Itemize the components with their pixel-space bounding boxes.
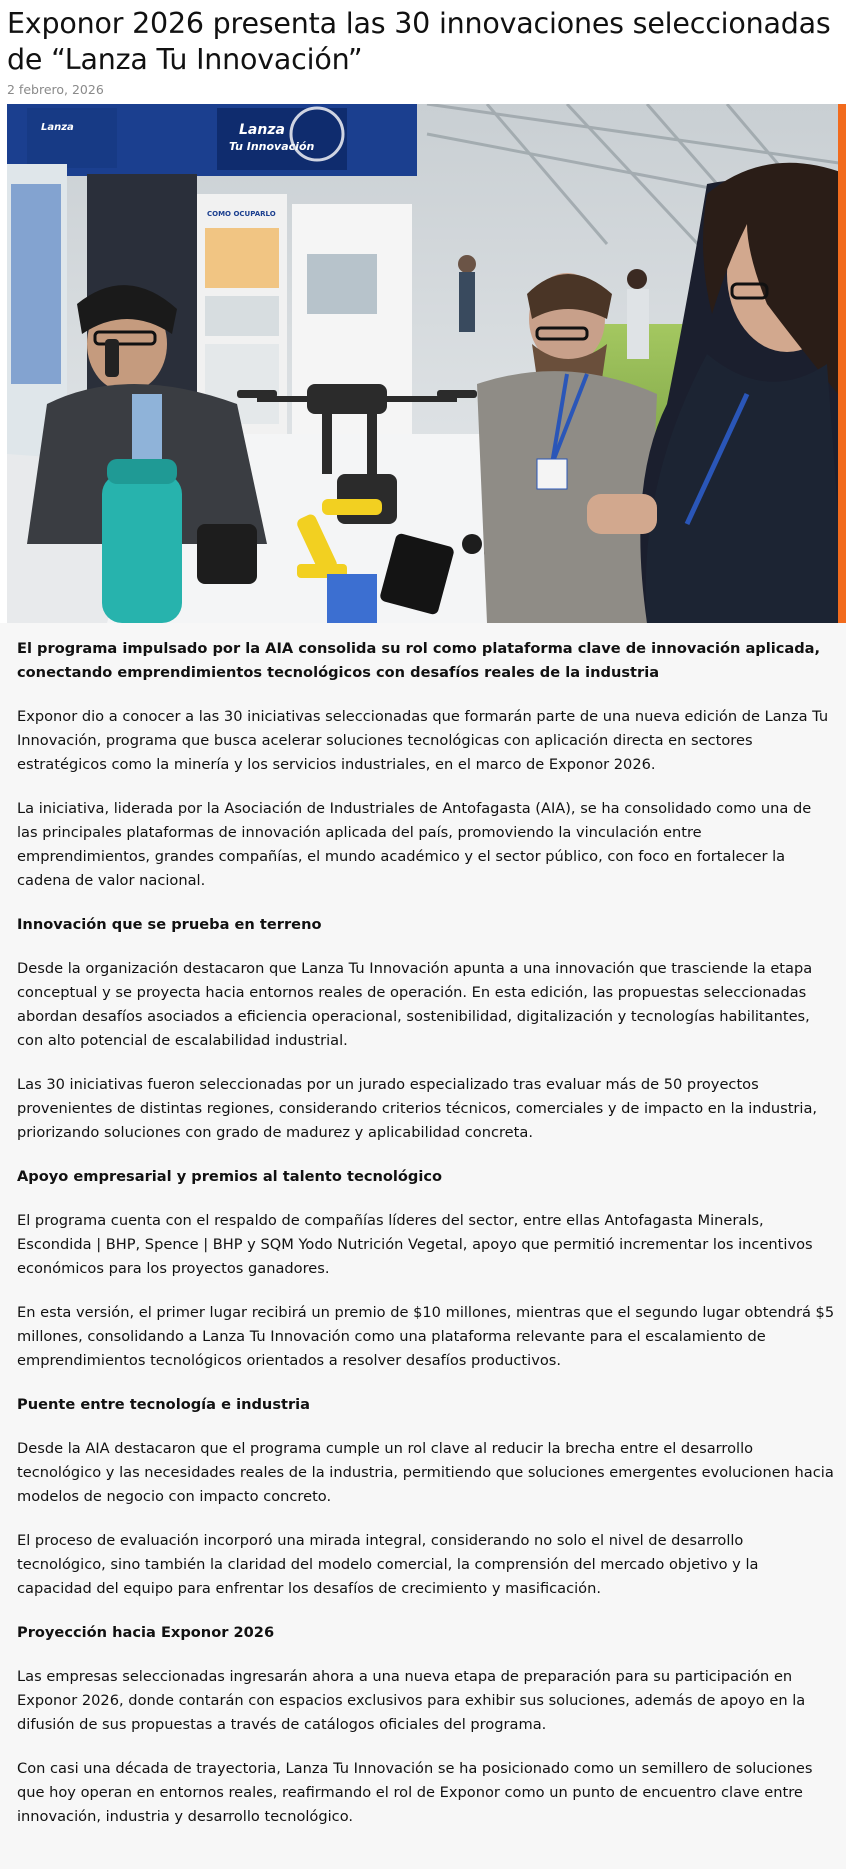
paragraph-2: La iniciativa, liderada por la Asociación de Industriales de Antofagasta (AIA), se ha consolidado como una de las principales plataformas de innovación aplicada del país, promoviendo la vinculación entre emprendimientos, grandes compañías, el mundo académico y el sector público, con foco en fortalecer la cadena de valor nacional. (17, 800, 812, 889)
accent-edge (838, 104, 846, 623)
subheading-1: Innovación que se prueba en terreno (17, 916, 322, 933)
article-header (0, 0, 846, 98)
paragraph-10: Con casi una década de trayectoria, Lanza Tu Innovación se ha posicionado como un semillero de soluciones que hoy operan en entornos reales, reafirmando el rol de Exponor como un punto de encuentro clave entre innovación, industria y desarrollo tecnológico. (17, 1760, 813, 1825)
subheading-4: Proyección hacia Exponor 2026 (17, 1624, 275, 1641)
paragraph-1: Exponor dio a conocer a las 30 iniciativas seleccionadas que formarán parte de una nueva edición de Lanza Tu Innovación, programa que busca acelerar soluciones tecnológicas con aplicación directa en sectores estratégicos como la minería y los servicios industriales, en el marco de Exponor 2026. (17, 708, 829, 773)
article-date: 2 febrero, 2026 (7, 82, 104, 97)
banner-text-2: Tu Innovación (229, 140, 315, 153)
subheading-2: Apoyo empresarial y premios al talento tecnológico (17, 1168, 443, 1185)
paragraph-4: Las 30 iniciativas fueron seleccionadas por un jurado especializado tras evaluar más de 50 proyectos provenientes de distintas regiones, considerando criterios técnicos, comerciales y de impacto en la industria, priorizando soluciones con grado de madurez y aplicabilidad concreta. (17, 1076, 818, 1141)
hero-photo-illustration (7, 104, 846, 623)
sign-text: COMO OCUPARLO (207, 210, 276, 218)
paragraph-6: En esta versión, el primer lugar recibirá un premio de $10 millones, mientras que el segundo lugar obtendrá $5 millones, consolidando a Lanza Tu Innovación como una plataforma relevante para el escalamiento de emprendimientos tecnológicos orientados a resolver desafíos productivos. (17, 1304, 835, 1369)
banner-text-1: Lanza (239, 122, 285, 138)
article-body (0, 623, 846, 1869)
subheading-3: Puente entre tecnología e industria (17, 1396, 311, 1413)
article-title: Exponor 2026 presenta las 30 innovaciones seleccionadas de “Lanza Tu Innovación” (7, 7, 831, 76)
paragraph-3: Desde la organización destacaron que Lanza Tu Innovación apunta a una innovación que trasciende la etapa conceptual y se proyecta hacia entornos reales de operación. En esta edición, las propuestas seleccionadas abordan desafíos asociados a eficiencia operacional, sostenibilidad, digitalización y tecnologías habilitantes, con alto potencial de escalabilidad industrial. (17, 960, 813, 1049)
hero-image (7, 104, 846, 623)
banner-text-3: Lanza (41, 122, 74, 133)
paragraph-5: El programa cuenta con el respaldo de compañías líderes del sector, entre ellas Antofagasta Minerals, Escondida | BHP, Spence | BHP y SQM Yodo Nutrición Vegetal, apoyo que permitió incrementar los incentivos económicos para los proyectos ganadores. (17, 1212, 813, 1277)
article-lead: El programa impulsado por la AIA consolida su rol como plataforma clave de innovación aplicada, conectando emprendimientos tecnológicos con desafíos reales de la industria (17, 640, 821, 681)
paragraph-7: Desde la AIA destacaron que el programa cumple un rol clave al reducir la brecha entre el desarrollo tecnológico y las necesidades reales de la industria, permitiendo que soluciones emergentes evolucionen hacia modelos de negocio con impacto concreto. (17, 1440, 834, 1505)
paragraph-9: Las empresas seleccionadas ingresarán ahora a una nueva etapa de preparación para su participación en Exponor 2026, donde contarán con espacios exclusivos para exhibir sus soluciones, además de apoyo en la difusión de sus propuestas a través de catálogos oficiales del programa. (17, 1668, 806, 1733)
paragraph-8: El proceso de evaluación incorporó una mirada integral, considerando no solo el nivel de desarrollo tecnológico, sino también la claridad del modelo comercial, la comprensión del mercado objetivo y la capacidad del equipo para enfrentar los desafíos de crecimiento y masificación. (17, 1532, 759, 1597)
